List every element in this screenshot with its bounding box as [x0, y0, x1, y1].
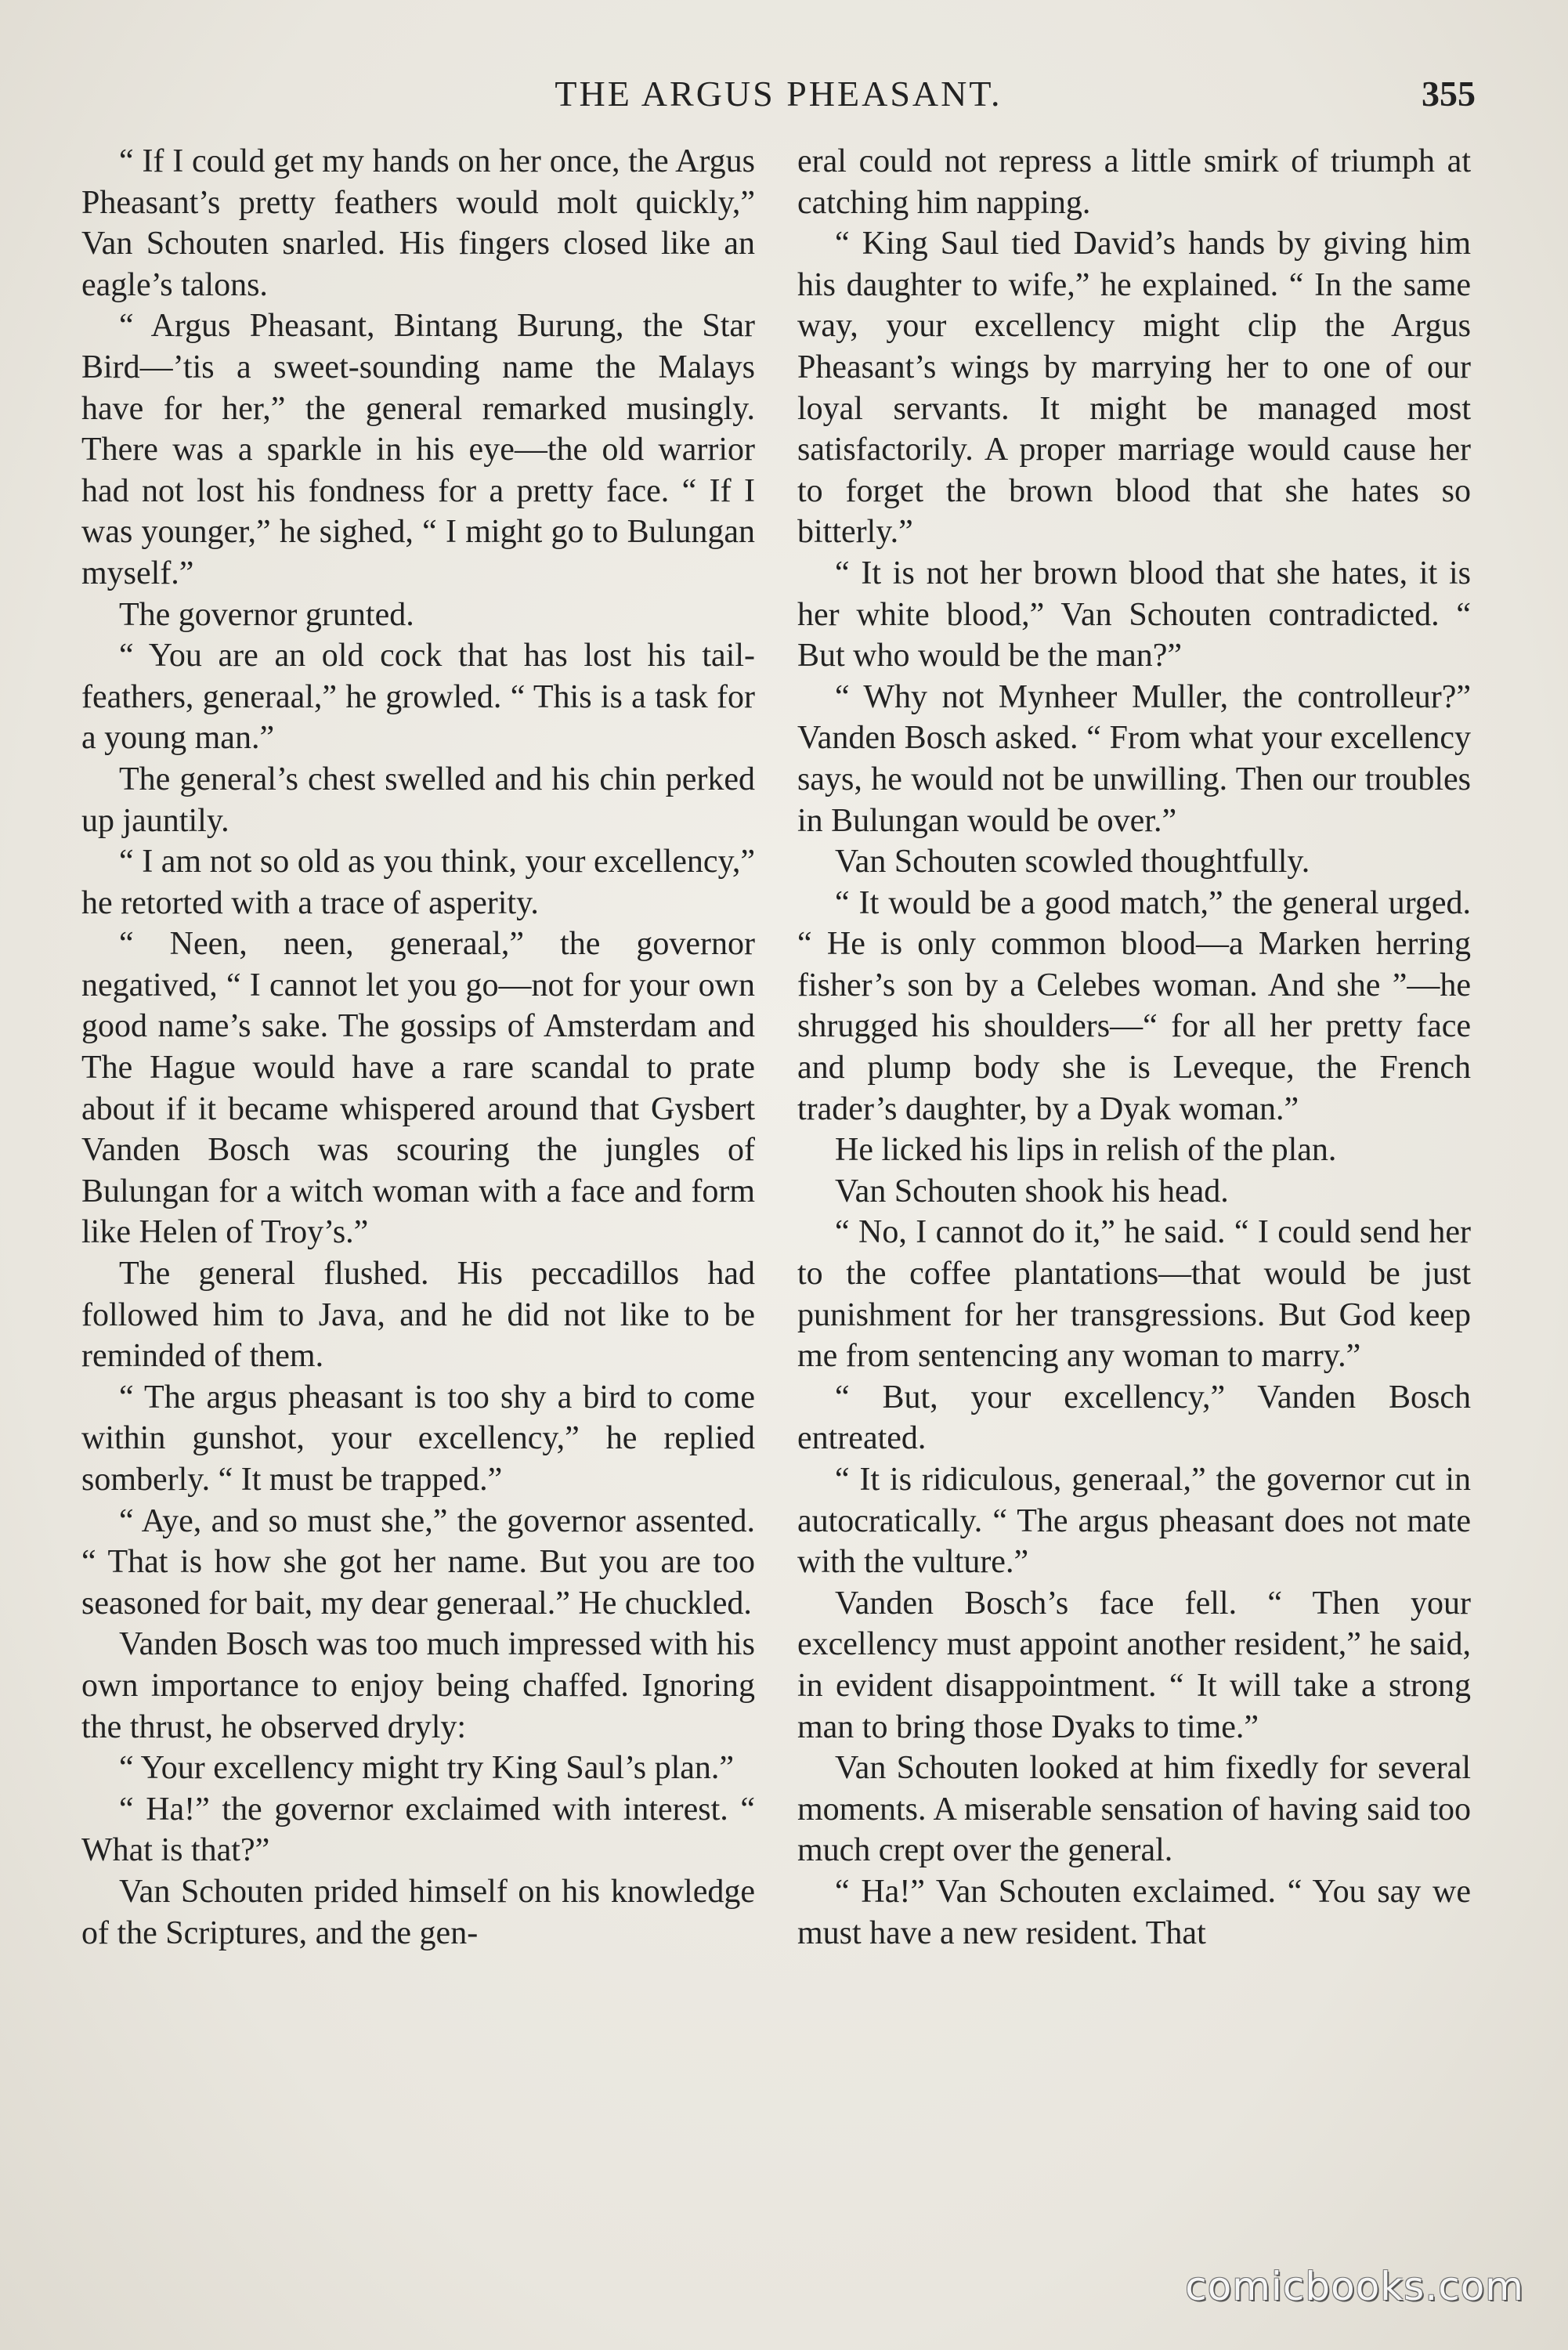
paragraph: “ King Saul tied David’s hands by giving him his daughter to wife,” he explained. “ In the same way, your excellency might clip the Argus Pheasant’s wings by marrying her to one of our loyal servants. It might be managed most satisfactorily. A proper marriage would cause her to forget the brown blood that she hates so bitterly.”: [797, 226, 1471, 551]
paragraph: Van Schouten shook his head.: [835, 1173, 1229, 1209]
site-watermark: comicbooks.com: [1185, 2264, 1524, 2309]
paragraph: “ It would be a good match,” the general urged. “ He is only common blood—a Marken herring fisher’s son by a Celebes woman. And she ”—he shrugged his shoulders—“ for all her pretty face and plump body she is Leveque, the French trader’s daughter, by a Dyak woman.”: [797, 884, 1471, 1127]
paragraph: The general’s chest swelled and his chin perked up jauntily.: [81, 761, 755, 839]
paragraph: “ Neen, neen, generaal,” the governor negatived, “ I cannot let you go—not for your own good name’s sake. The gossips of Amsterdam and The Hague would have a rare scandal to prate about if it became whispered around that Gysbert Vanden Bosch was scouring the jungles of Bulungan for a witch woman with a face and form like Helen of Troy’s.”: [81, 926, 755, 1251]
paragraph: “ Your excellency might try King Saul’s plan.”: [119, 1750, 735, 1787]
paragraph: Vanden Bosch was too much impressed with his own importance to enjoy being chaffed. Ignoring the thrust, he observed dryly:: [81, 1626, 755, 1745]
paragraph: “ It is ridiculous, generaal,” the governor cut in autocratically. “ The argus pheasant does not mate with the vulture.”: [797, 1462, 1471, 1581]
paragraph: He licked his lips in relish of the plan.: [835, 1132, 1337, 1169]
paragraph: “ If I could get my hands on her once, the Argus Pheasant’s pretty feathers would molt quickly,” Van Schouten snarled. His fingers closed like an eagle’s talons.: [81, 143, 755, 303]
paragraph: Van Schouten scowled thoughtfully.: [835, 844, 1310, 880]
paragraph: Van Schouten prided himself on his knowledge of the Scriptures, and the gen-: [81, 1873, 755, 1951]
left-column: [81, 141, 755, 1954]
paragraph: “ It is not her brown blood that she hates, it is her white blood,” Van Schouten contradicted. “ But who would be the man?”: [797, 555, 1471, 674]
paragraph: “ Ha!” Van Schouten exclaimed. “ You say we must have a new resident. That: [797, 1873, 1471, 1951]
paragraph: “ Why not Mynheer Muller, the controlleur?” Vanden Bosch asked. “ From what your excellency says, he would not be unwilling. Then our troubles in Bulungan would be over.”: [797, 678, 1471, 839]
paragraph: Vanden Bosch’s face fell. “ Then your excellency must appoint another resident,” he said, in evident disappointment. “ It will take a strong man to bring those Dyaks to time.”: [797, 1585, 1471, 1745]
paragraph: “ No, I cannot do it,” he said. “ I could send her to the coffee plantations—that would be just punishment for her transgressions. But God keep me from sentencing any woman to marry.”: [797, 1214, 1471, 1375]
right-column: [797, 141, 1471, 1954]
paragraph: Van Schouten looked at him fixedly for several moments. A miserable sensation of having said too much crept over the general.: [797, 1750, 1471, 1869]
paragraph: “ You are an old cock that has lost his tail-feathers, generaal,” he growled. “ This is a task for a young man.”: [81, 638, 755, 757]
paragraph: The governor grunted.: [119, 596, 414, 633]
paragraph: “ Argus Pheasant, Bintang Burung, the Star Bird—’tis a sweet-sounding name the Malays have for her,” the general remarked musingly. There was a sparkle in his eye—the old warrior had not lost his fondness for a pretty face. “ If I was younger,” he sighed, “ I might go to Bulungan myself.”: [81, 308, 755, 591]
page-header: [81, 69, 1476, 119]
paragraph: “ Aye, and so must she,” the governor assented. “ That is how she got her name. But you are too seasoned for bait, my dear generaal.” He chuckled.: [81, 1502, 755, 1622]
paragraph: “ Ha!” the governor exclaimed with interest. “ What is that?”: [81, 1791, 755, 1869]
page-number: 355: [1422, 74, 1476, 114]
paragraph: The general flushed. His peccadillos had followed him to Java, and he did not like to be reminded of them.: [81, 1256, 755, 1375]
paragraph-continued: eral could not repress a little smirk of triumph at catching him napping.: [797, 143, 1471, 221]
paragraph: “ The argus pheasant is too shy a bird to come within gunshot, your excellency,” he replied somberly. “ It must be trapped.”: [81, 1379, 755, 1498]
running-title: THE ARGUS PHEASANT.: [555, 74, 1003, 114]
paragraph: “ I am not so old as you think, your excellency,” he retorted with a trace of asperity.: [81, 844, 755, 921]
paragraph: “ But, your excellency,” Vanden Bosch entreated.: [797, 1379, 1471, 1457]
